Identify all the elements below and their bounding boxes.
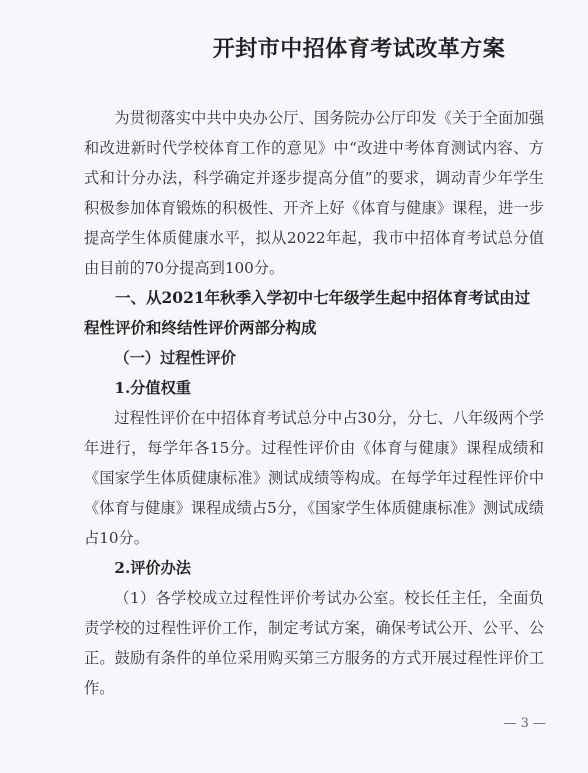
page-number: — 3 —	[503, 716, 546, 731]
item-heading-evaluation-method: 2.评价办法	[114, 559, 191, 577]
intro-paragraph: 为贯彻落实中共中央办公厅、国务院办公厅印发《关于全面加强和改进新时代学校体育工作的意见》中“改进中考体育测试内容、方式和计分办法，科学确定并逐步提高分值”的要求，调动青少年学生积极参加体育锻炼的积极性、开齐上好《体育与健康》课程，进一步提高学生体质健康水平，拟从2022年起，我市中招体育考试总分值由目前的70分提高到100分。	[84, 109, 544, 277]
item-body-evaluation-method: （1）各学校成立过程性评价考试办公室。校长任主任，全面负责学校的过程性评价工作，制定考试方案，确保考试公开、公平、公正。鼓励有条件的单位采用购买第三方服务的方式开展过程性评价工作。	[84, 589, 544, 697]
subsection-heading: （一）过程性评价	[114, 349, 236, 367]
item-heading-score-weight: 1.分值权重	[114, 379, 191, 397]
document-title: 开封市中招体育考试改革方案	[212, 36, 506, 62]
section-heading: 一、从2021年秋季入学初中七年级学生起中招体育考试由过程性评价和终结性评价两部分构成	[84, 288, 531, 337]
item-body-score-weight: 过程性评价在中招体育考试总分中占30分，分七、八年级两个学年进行，每学年各15分。过程性评价由《体育与健康》课程成绩和《国家学生体质健康标准》测试成绩等构成。在每学年过程性评价中《体育与健康》课程成绩占5分，《国家学生体质健康标准》测试成绩占10分。	[84, 409, 544, 547]
